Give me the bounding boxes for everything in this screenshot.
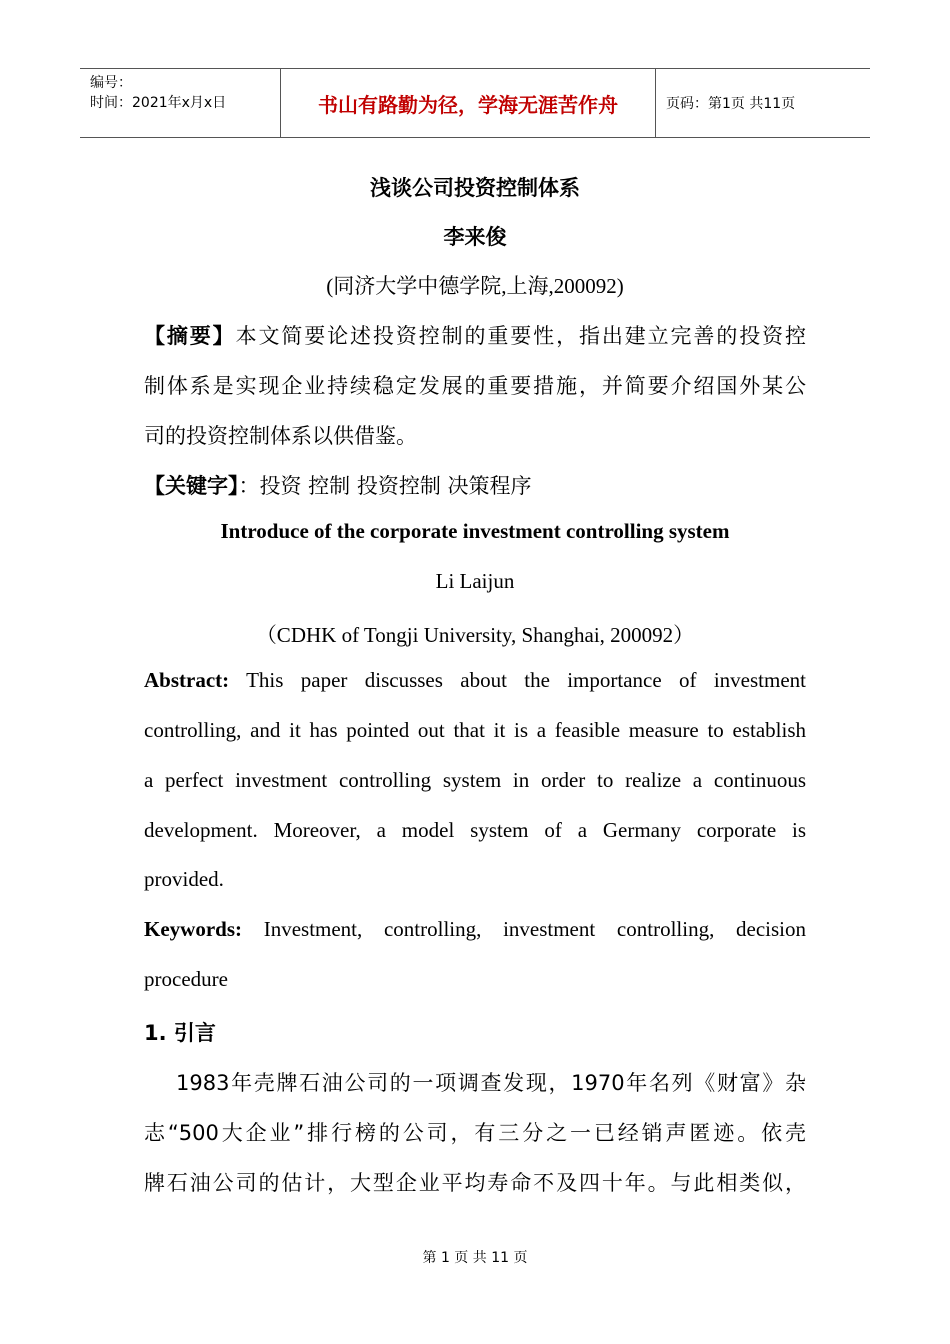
abstract-en-line-3: a perfect investment controlling system in order to realize a continuous	[144, 768, 806, 792]
section-1-line-3: 牌石油公司的估计，大型企业平均寿命不及四十年。与此相类似，	[144, 1171, 806, 1195]
section-1-line-2: 志“500大企业”排行榜的公司，有三分之一已经销声匿迹。依壳	[144, 1121, 806, 1145]
page-header	[80, 68, 870, 138]
abstract-en-label: Abstract:	[144, 668, 230, 692]
keywords-cn-label: 【关键字】	[144, 474, 239, 498]
section-1-heading: 1. 引言	[144, 1021, 216, 1045]
author: 李来俊	[443, 225, 507, 249]
affiliation: (同济大学中德学院,上海,200092)	[326, 274, 624, 298]
abstract-cn-line-2: 制体系是实现企业持续稳定发展的重要措施，并简要介绍国外某公	[144, 374, 806, 398]
abstract-en-line-1: Abstract: This paper discusses about the importance of investment	[144, 668, 806, 692]
header-meta	[80, 69, 280, 137]
keywords-en-label: Keywords:	[144, 917, 242, 941]
abstract-en-line-2: controlling, and it has pointed out that it is a feasible measure to establish	[144, 718, 806, 742]
author-en: Li Laijun	[435, 569, 515, 593]
section-1-line-1: 1983年壳牌石油公司的一项调查发现，1970年名列《财富》杂	[176, 1071, 806, 1095]
number-label: 编号：	[90, 75, 132, 91]
time-label: 时间：2021年x月x日	[90, 95, 227, 111]
keywords-en-line-2: procedure	[144, 967, 228, 991]
title-en: Introduce of the corporate investment controlling system	[220, 519, 730, 543]
paper-title: 浅谈公司投资控制体系	[370, 176, 580, 200]
abstract-cn-line-3: 司的投资控制体系以供借鉴。	[144, 424, 417, 448]
page-footer: 第 1 页 共 11 页	[422, 1250, 528, 1266]
abstract-en-line-4: development. Moreover, a model system of a Germany corporate is	[144, 818, 806, 842]
keywords-en-line-1: Keywords: Investment, controlling, investment controlling, decision	[144, 917, 807, 941]
header-motto: 书山有路勤为径，学海无涯苦作舟	[280, 69, 656, 137]
affiliation-en: （CDHK of Tongji University, Shanghai, 200092）	[255, 623, 695, 647]
abstract-cn-label: 【摘要】	[144, 324, 236, 348]
header-page-info: 页码：第1页 共11页	[666, 96, 796, 112]
abstract-cn-line-1: 【摘要】本文简要论述投资控制的重要性，指出建立完善的投资控	[144, 324, 807, 348]
keywords-cn: 【关键字】：投资 控制 投资控制 决策程序	[144, 474, 532, 498]
abstract-en-line-5: provided.	[144, 867, 224, 891]
